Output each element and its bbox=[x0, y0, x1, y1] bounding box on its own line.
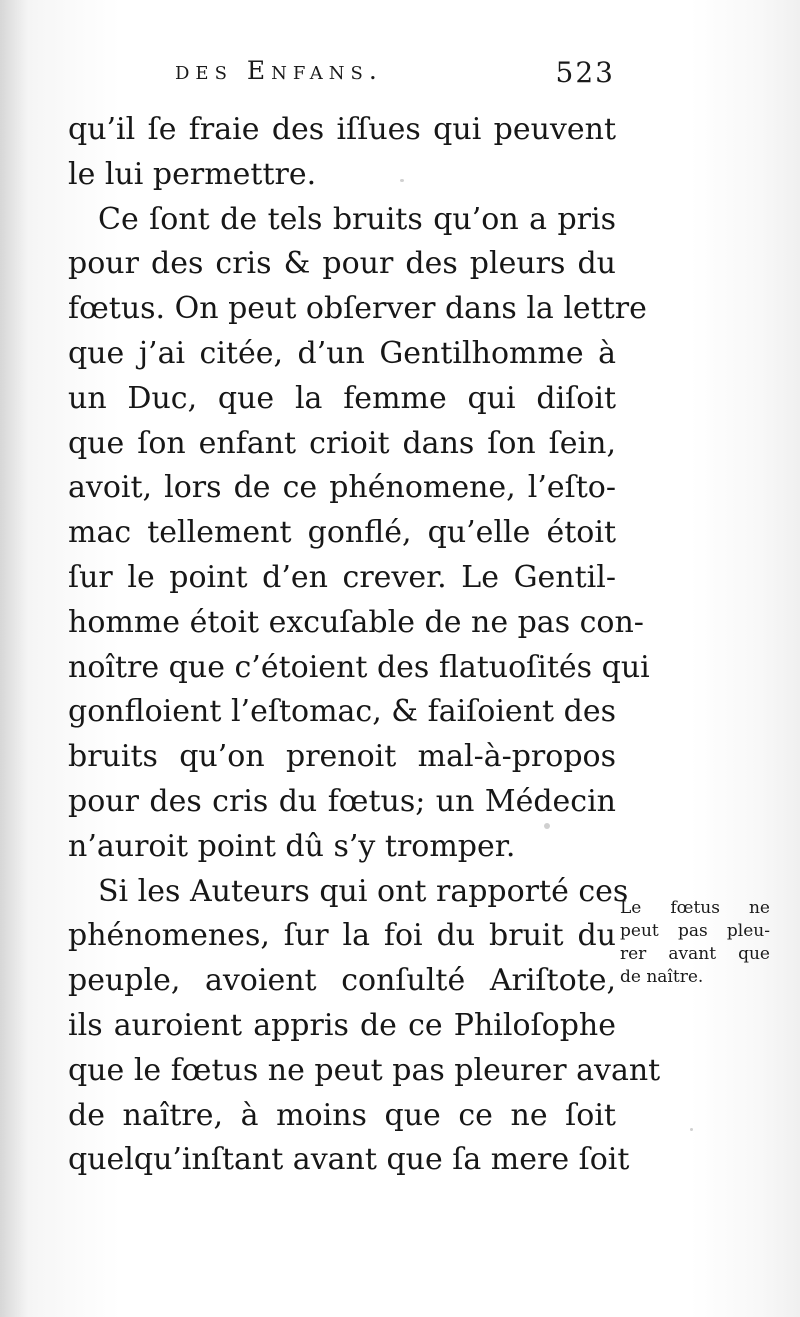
ink-speck bbox=[690, 1128, 693, 1131]
text-line: que j’ai citée, d’un Gentilhomme à bbox=[68, 335, 616, 371]
text-line: Si les Auteurs qui ont rapporté ces bbox=[98, 873, 629, 909]
text-line: bruits qu’on prenoit mal-à-propos bbox=[68, 739, 616, 775]
body-text bbox=[68, 108, 661, 1183]
text-line: Ce ſont de tels bruits qu’on a pris bbox=[98, 201, 616, 237]
text-line: le lui permettre. bbox=[68, 156, 317, 192]
running-title: des Enfans. bbox=[175, 56, 383, 85]
text-line: n’auroit point dû s’y tromper. bbox=[68, 828, 516, 864]
text-line: homme étoit excuſable de ne pas con- bbox=[68, 604, 644, 640]
text-line: noître que c’étoient des flatuoſités qui bbox=[68, 649, 650, 685]
text-line: pour des cris du fœtus; un Médecin bbox=[68, 783, 616, 819]
text-line: fœtus. On peut obſerver dans la lettre bbox=[68, 291, 647, 327]
text-line: mac tellement gonflé, qu’elle étoit bbox=[68, 515, 616, 551]
text-line: gonfloient l’eſtomac, & faiſoient des bbox=[68, 694, 616, 730]
page-header bbox=[175, 56, 615, 92]
text-line: que le fœtus ne peut pas pleurer avant bbox=[68, 1052, 661, 1088]
margin-note-line: de naître. bbox=[620, 967, 704, 987]
text-line: phénomenes, ſur la foi du bruit du bbox=[68, 918, 616, 954]
text-line: avoit, lors de ce phénomene, l’eſto- bbox=[68, 470, 616, 506]
ink-speck bbox=[544, 823, 550, 829]
text-line: peuple, avoient conſulté Ariſtote, bbox=[68, 963, 616, 999]
text-line: quelqu’inſtant avant que ſa mere ſoit bbox=[68, 1142, 630, 1178]
margin-note-line: peut pas pleu- bbox=[620, 921, 770, 941]
text-line: de naître, à moins que ce ne ſoit bbox=[68, 1097, 616, 1133]
page-number: 523 bbox=[555, 56, 615, 89]
margin-note-line: rer avant que bbox=[620, 944, 770, 964]
text-line: pour des cris & pour des pleurs du bbox=[68, 246, 616, 282]
gutter-shadow bbox=[0, 0, 28, 1317]
ink-speck bbox=[540, 1122, 544, 1126]
text-line: qu’il ſe fraie des iſſues qui peuvent bbox=[68, 112, 616, 147]
margin-note-line: Le fœtus ne bbox=[620, 898, 770, 918]
margin-note bbox=[620, 897, 770, 989]
text-line: que ſon enfant crioit dans ſon ſein, bbox=[68, 425, 616, 461]
text-line: ils auroient appris de ce Philoſophe bbox=[68, 1007, 616, 1043]
text-line: un Duc, que la femme qui diſoit bbox=[68, 380, 616, 416]
text-line: ſur le point d’en crever. Le Gentil- bbox=[68, 559, 616, 595]
ink-speck bbox=[400, 179, 404, 182]
